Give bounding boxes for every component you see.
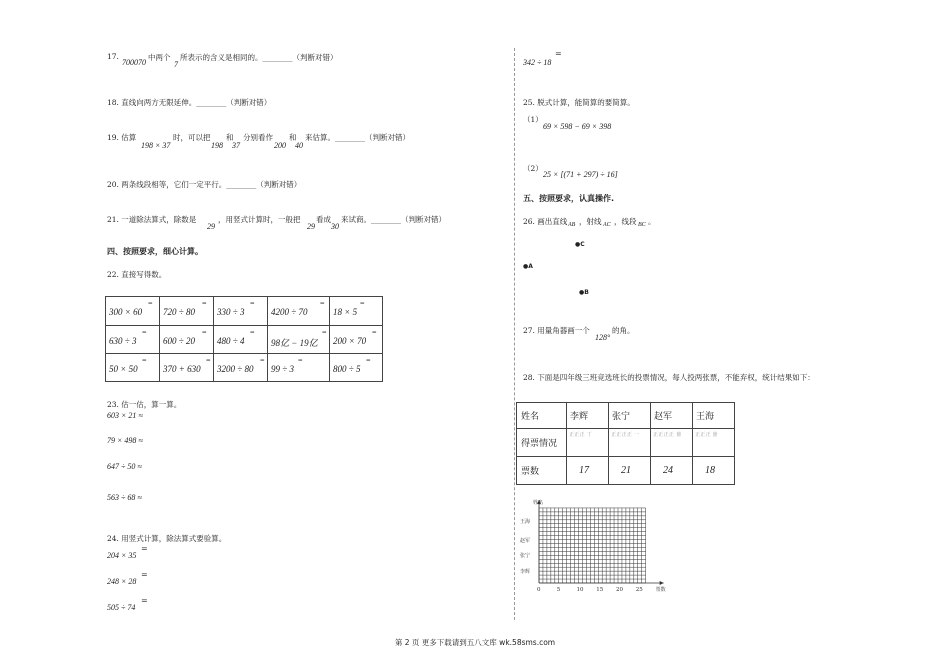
tally-marks: 正正正 卌 (695, 432, 719, 438)
page-footer: 第 2 页 更多下载请到五八文库 wk.58sms.com (394, 638, 556, 647)
q17-text-b: 所表示的含义是相同的。________（判断对错） (180, 53, 338, 62)
q25-title: 25. 脱式计算，能简算的要简算。 (523, 98, 635, 107)
q22-table (105, 296, 383, 382)
q22-equals: = (148, 299, 153, 308)
x-tick-label: 0 (537, 587, 541, 593)
q22-cell: 50 × 50 (109, 364, 138, 374)
q25-part2-expr: 25 × [(71 + 297) ÷ 16] (543, 170, 618, 179)
q22-equals: = (142, 356, 147, 365)
vote-count: 17 (579, 465, 589, 476)
q17-digit: 7 (174, 60, 178, 69)
q22-equals: = (298, 356, 303, 365)
q22-cell: 200 × 70 (333, 336, 367, 346)
q19-text-c: 和 (226, 133, 234, 142)
q17-number-value: 700070 (122, 58, 146, 67)
q26-text-d: 。 (648, 217, 656, 226)
question-20: 20. 两条线段相等，它们一定平行。________（判断对错） (107, 180, 302, 189)
q22-cell: 800 ÷ 5 (333, 364, 361, 374)
section-5-heading: 五、按照要求，认真操作. (523, 194, 615, 203)
q26-text-b: ，射线 (579, 217, 602, 226)
q22-cell: 720 ÷ 80 (163, 307, 195, 317)
q27-text-b: 的角。 (612, 326, 635, 335)
q17-text-a: 中两个 (148, 53, 171, 62)
q25-part2-label: （2） (523, 164, 543, 173)
carryover-equals: = (555, 49, 562, 58)
q24-item: 505 ÷ 74 (107, 603, 136, 612)
q22-title: 22. 直接写得数。 (107, 270, 167, 279)
vote-bar-chart (515, 495, 745, 605)
q27-angle: 128° (595, 333, 611, 342)
q26-segment-bc: BC (638, 222, 646, 228)
x-axis-arrow (660, 581, 664, 585)
x-tick-label: 20 (616, 587, 623, 593)
q19-text-d: 分别看作 (243, 133, 273, 142)
q24-item: 248 × 28 (107, 577, 137, 586)
q27-text-a: 27. 用量角器画一个 (523, 326, 590, 335)
q19-text-f: 来估算。________（判断对错） (305, 133, 410, 142)
q22-equals: = (320, 299, 325, 308)
q22-cell: 330 ÷ 3 (217, 307, 245, 317)
tally-marks: 正正正 丅 (569, 432, 593, 438)
x-tick-label: 5 (556, 587, 561, 593)
category-label: 张宁 (520, 552, 531, 559)
point-a: ●A (523, 263, 533, 270)
tally-marks: 正正正正 卌 (653, 432, 682, 438)
q21-text-c: 看成 (316, 215, 331, 224)
vote-count: 18 (705, 465, 715, 476)
q28-text: 28. 下面是四年级三班竞选班长的投票情况，每人投两张票，不能弃权，统计结果如下： (523, 373, 815, 382)
q22-cell: 600 ÷ 20 (163, 336, 195, 346)
q21-v1: 29 (207, 222, 215, 231)
q22-equals: = (360, 299, 365, 308)
q19-text-a: 19. 估算 (107, 133, 137, 142)
q22-cell: 4200 ÷ 70 (271, 307, 308, 317)
q22-cell: 99 ÷ 3 (271, 364, 294, 374)
question-18: 18. 直线向两方无限延伸。________（判断对错） (107, 98, 272, 107)
q22-equals: = (202, 328, 207, 337)
q25-part1-label: （1） (523, 115, 543, 124)
category-label: 赵军 (520, 537, 531, 544)
q23-title: 23. 估一估，算一算。 (107, 400, 182, 409)
section-4-heading: 四、按照要求，细心计算。 (107, 247, 203, 256)
q17-number: 17. (107, 52, 119, 61)
q23-item: 647 ÷ 50 ≈ (107, 462, 142, 471)
q19-v4: 40 (295, 141, 303, 150)
q22-cell: 630 ÷ 3 (109, 336, 137, 346)
point-c: ●C (575, 241, 585, 248)
q25-part1-expr: 69 × 598 − 69 × 398 (543, 122, 612, 131)
q22-cell: 480 ÷ 4 (217, 336, 245, 346)
q22-cell: 18 × 5 (333, 307, 358, 317)
vote-count: 24 (663, 465, 673, 476)
category-label: 王海 (520, 518, 531, 525)
q24-item: 204 × 35 (107, 551, 137, 560)
q22-equals: = (142, 328, 147, 337)
x-tick-label: 15 (596, 587, 604, 593)
q22-equals: = (260, 356, 265, 365)
q23-item: 563 ÷ 68 ≈ (107, 493, 142, 502)
q21-text-b: ，用竖式计算时，一般把 (218, 215, 301, 224)
q22-equals: = (366, 356, 371, 365)
x-axis-label: 票数 (655, 587, 666, 593)
q19-v1: 198 (211, 141, 223, 150)
q24-equals: = (141, 596, 148, 605)
tally-marks: 正正正正 一 (611, 432, 640, 438)
q19-v3: 200 (274, 141, 286, 150)
q22-equals: = (322, 328, 327, 337)
q21-text-a: 21. 一道除法算式，除数是 (107, 215, 197, 224)
vote-header: 姓名 (517, 403, 567, 429)
q21-v2: 29 (307, 222, 315, 231)
y-axis-label: 姓名 (533, 499, 544, 506)
q22-equals: = (372, 328, 377, 337)
q19-text-b: 时，可以把 (173, 133, 211, 142)
q21-v3: 30 (331, 222, 339, 231)
vote-row-label: 得票情况 (517, 429, 567, 457)
q24-title: 24. 用竖式计算，除法算式要验算。 (107, 534, 227, 543)
q19-expr: 198 × 37 (141, 141, 171, 150)
q26-ray-ac: AC (603, 222, 611, 228)
q21-text-d: 来试商。________（判断对错） (341, 215, 446, 224)
q22-cell: 98亿 − 19亿 (271, 338, 318, 348)
vote-table (516, 402, 735, 485)
vote-name: 李辉 (567, 403, 609, 429)
vote-name: 赵军 (651, 403, 693, 429)
q22-cell: 3200 ÷ 80 (217, 364, 254, 374)
q26-text-a: 26. 画出直线 (523, 217, 568, 226)
carryover-expr: 342 ÷ 18 (523, 58, 552, 67)
x-tick-label: 10 (576, 587, 584, 593)
point-b: ●B (579, 289, 589, 296)
q23-item: 603 × 21 ≈ (107, 411, 143, 420)
q24-equals: = (141, 570, 148, 579)
q22-equals: = (250, 299, 255, 308)
q19-text-e: 和 (289, 133, 297, 142)
vote-count: 21 (621, 465, 631, 476)
vote-name: 张宁 (609, 403, 651, 429)
q26-text-c: ，线段 (614, 217, 637, 226)
q22-equals: = (206, 356, 211, 365)
q23-item: 79 × 498 ≈ (107, 436, 143, 445)
vote-row-label: 票数 (517, 457, 567, 485)
q26-line-ab: AB (568, 222, 576, 228)
category-label: 李辉 (520, 568, 531, 575)
x-tick-label: 25 (635, 587, 643, 593)
q22-cell: 370 + 630 (163, 364, 201, 374)
q22-equals: = (202, 299, 207, 308)
vote-name: 王海 (693, 403, 735, 429)
q22-cell: 300 × 60 (109, 307, 143, 317)
q24-equals: = (141, 544, 148, 553)
q19-v2: 37 (232, 141, 240, 150)
q22-equals: = (250, 328, 255, 337)
